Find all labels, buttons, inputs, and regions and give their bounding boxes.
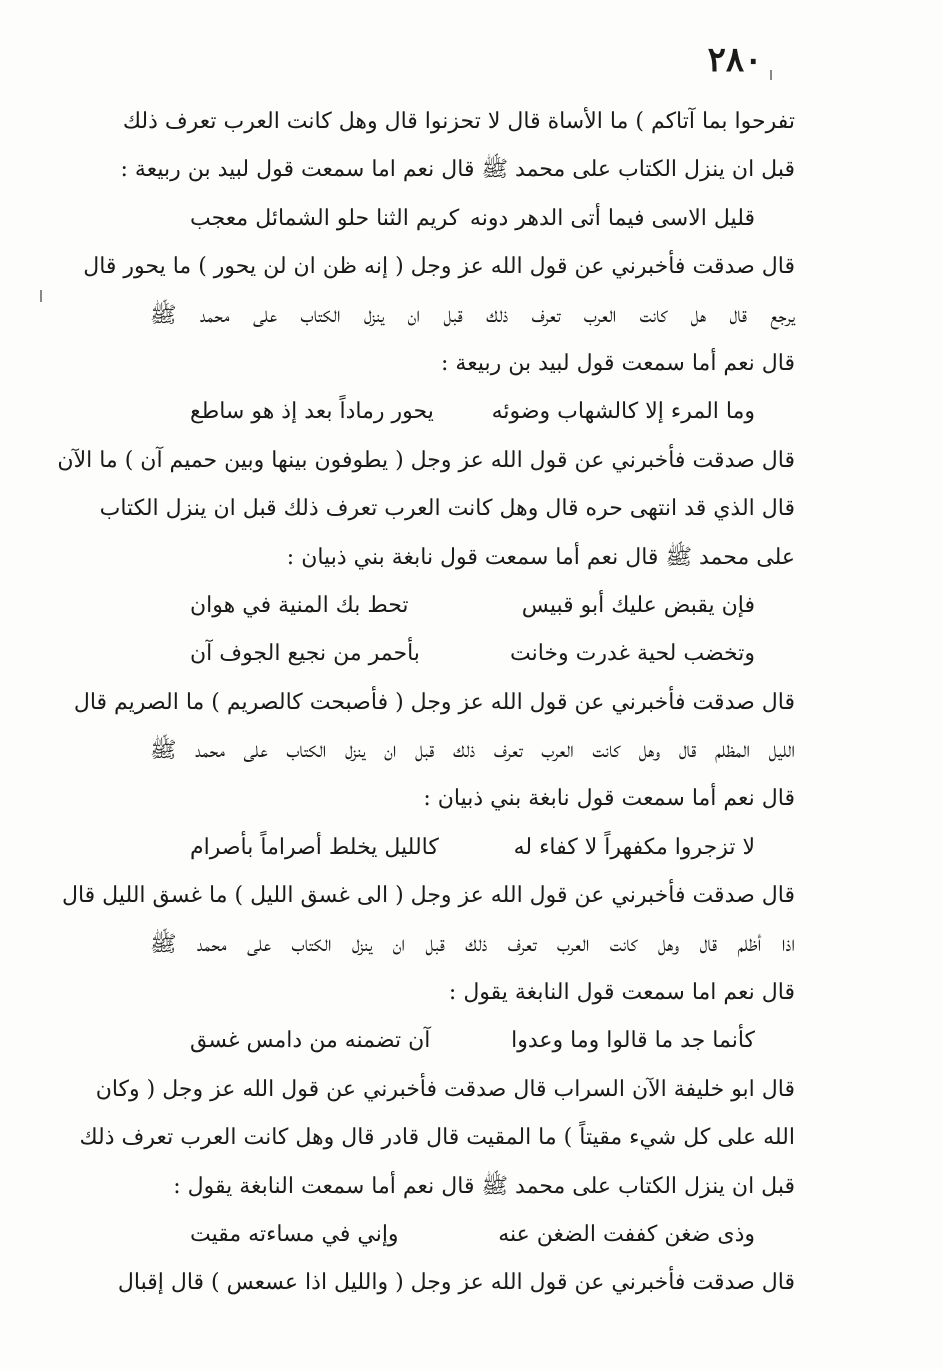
verse-hemistich-left: بأحمر من نجيع الجوف آن bbox=[190, 641, 420, 667]
margin-mark bbox=[770, 70, 772, 80]
verse-line bbox=[150, 630, 795, 678]
prose-line: يرجع قال هل كانت العرب تعرف ذلك قبل ان ينزل الكتاب على محمد ﷺ bbox=[150, 302, 795, 328]
verse-hemistich-right: كأنما جد ما قالوا وما وعدوا bbox=[511, 1028, 755, 1054]
verse-hemistich-right: لا تزجروا مكفهراً لا كفاء له bbox=[513, 834, 755, 860]
prose-line: قبل ان ينزل الكتاب على محمد ﷺ قال نعم أما سمعت النابغة يقول : bbox=[173, 1173, 795, 1199]
verse-line bbox=[150, 824, 795, 872]
verse-line bbox=[150, 388, 795, 436]
prose-line: الله على كل شيء مقيتاً ) ما المقيت قال قادر قال وهل كانت العرب تعرف ذلك bbox=[79, 1125, 795, 1151]
prose-line: الليل المظلم قال وهل كانت العرب تعرف ذلك قبل ان ينزل الكتاب على محمد ﷺ bbox=[150, 738, 795, 764]
prose-line: قال صدقت فأخبرني عن قول الله عز وجل ( والليل اذا عسعس ) قال إقبال bbox=[117, 1270, 795, 1296]
prose-line: قال صدقت فأخبرني عن قول الله عز وجل ( الى غسق الليل ) ما غسق الليل قال bbox=[61, 883, 795, 909]
prose-line: اذا أظلم قال وهل كانت العرب تعرف ذلك قبل ان ينزل الكتاب على محمد ﷺ bbox=[150, 931, 795, 957]
verse-line bbox=[150, 582, 795, 630]
prose-line: تفرحوا بما آتاكم ) ما الأساة قال لا تحزنوا قال وهل كانت العرب تعرف ذلك bbox=[122, 109, 795, 134]
prose-line: قال نعم اما سمعت قول النابغة يقول : bbox=[448, 980, 795, 1006]
verse-hemistich-right: فإن يقبض عليك أبو قبيس bbox=[521, 592, 755, 618]
prose-line: قال الذي قد انتهى حره قال وهل كانت العرب تعرف ذلك قبل ان ينزل الكتاب bbox=[99, 496, 795, 522]
prose-line: قال نعم أما سمعت قول نابغة بني ذبيان : bbox=[423, 786, 795, 812]
prose-line: قال ابو خليفة الآن السراب قال صدقت فأخبرني عن قول الله عز وجل ( وكان bbox=[95, 1076, 795, 1102]
verse-hemistich-left: كريم الثنا حلو الشمائل معجب bbox=[190, 205, 460, 231]
verse-hemistich-left: وإني في مساءته مقيت bbox=[190, 1221, 399, 1247]
prose-line: على محمد ﷺ قال نعم أما سمعت قول نابغة بني ذبيان : bbox=[286, 544, 795, 570]
page-number: ٢٨٠ bbox=[707, 40, 763, 80]
prose-line: قال صدقت فأخبرني عن قول الله عز وجل ( فأصبحت كالصريم ) ما الصريم قال bbox=[73, 689, 795, 715]
verse-hemistich-right: قليل الاسى فيما أتى الدهر دونه bbox=[469, 205, 755, 231]
text-body bbox=[57, 98, 795, 1308]
prose-line: قال نعم أما سمعت قول لبيد بن ربيعة : bbox=[441, 350, 795, 376]
verse-line bbox=[150, 1211, 795, 1259]
prose-line: قبل ان ينزل الكتاب على محمد ﷺ قال نعم اما سمعت قول لبيد بن ربيعة : bbox=[120, 157, 795, 183]
prose-line: قال صدقت فأخبرني عن قول الله عز وجل ( يطوفون بينها وبين حميم آن ) ما الآن bbox=[57, 447, 795, 473]
prose-line: قال صدقت فأخبرني عن قول الله عز وجل ( إنه ظن ان لن يحور ) ما يحور قال bbox=[83, 254, 795, 280]
verse-hemistich-left: تحط بك المنية في هوان bbox=[190, 592, 409, 618]
margin-mark bbox=[40, 290, 42, 302]
verse-line bbox=[150, 1017, 795, 1065]
verse-hemistich-right: وما المرء إلا كالشهاب وضوئه bbox=[491, 399, 755, 425]
verse-hemistich-left: آن تضمنه من دامس غسق bbox=[190, 1028, 431, 1054]
verse-hemistich-right: وتخضب لحية غدرت وخانت bbox=[510, 641, 755, 667]
verse-hemistich-left: يحور رماداً بعد إذ هو ساطع bbox=[190, 399, 434, 425]
verse-line bbox=[150, 195, 795, 243]
verse-hemistich-left: كالليل يخلط أصراماً بأصرام bbox=[190, 834, 439, 860]
verse-hemistich-right: وذى ضغن كففت الضغن عنه bbox=[498, 1221, 755, 1247]
